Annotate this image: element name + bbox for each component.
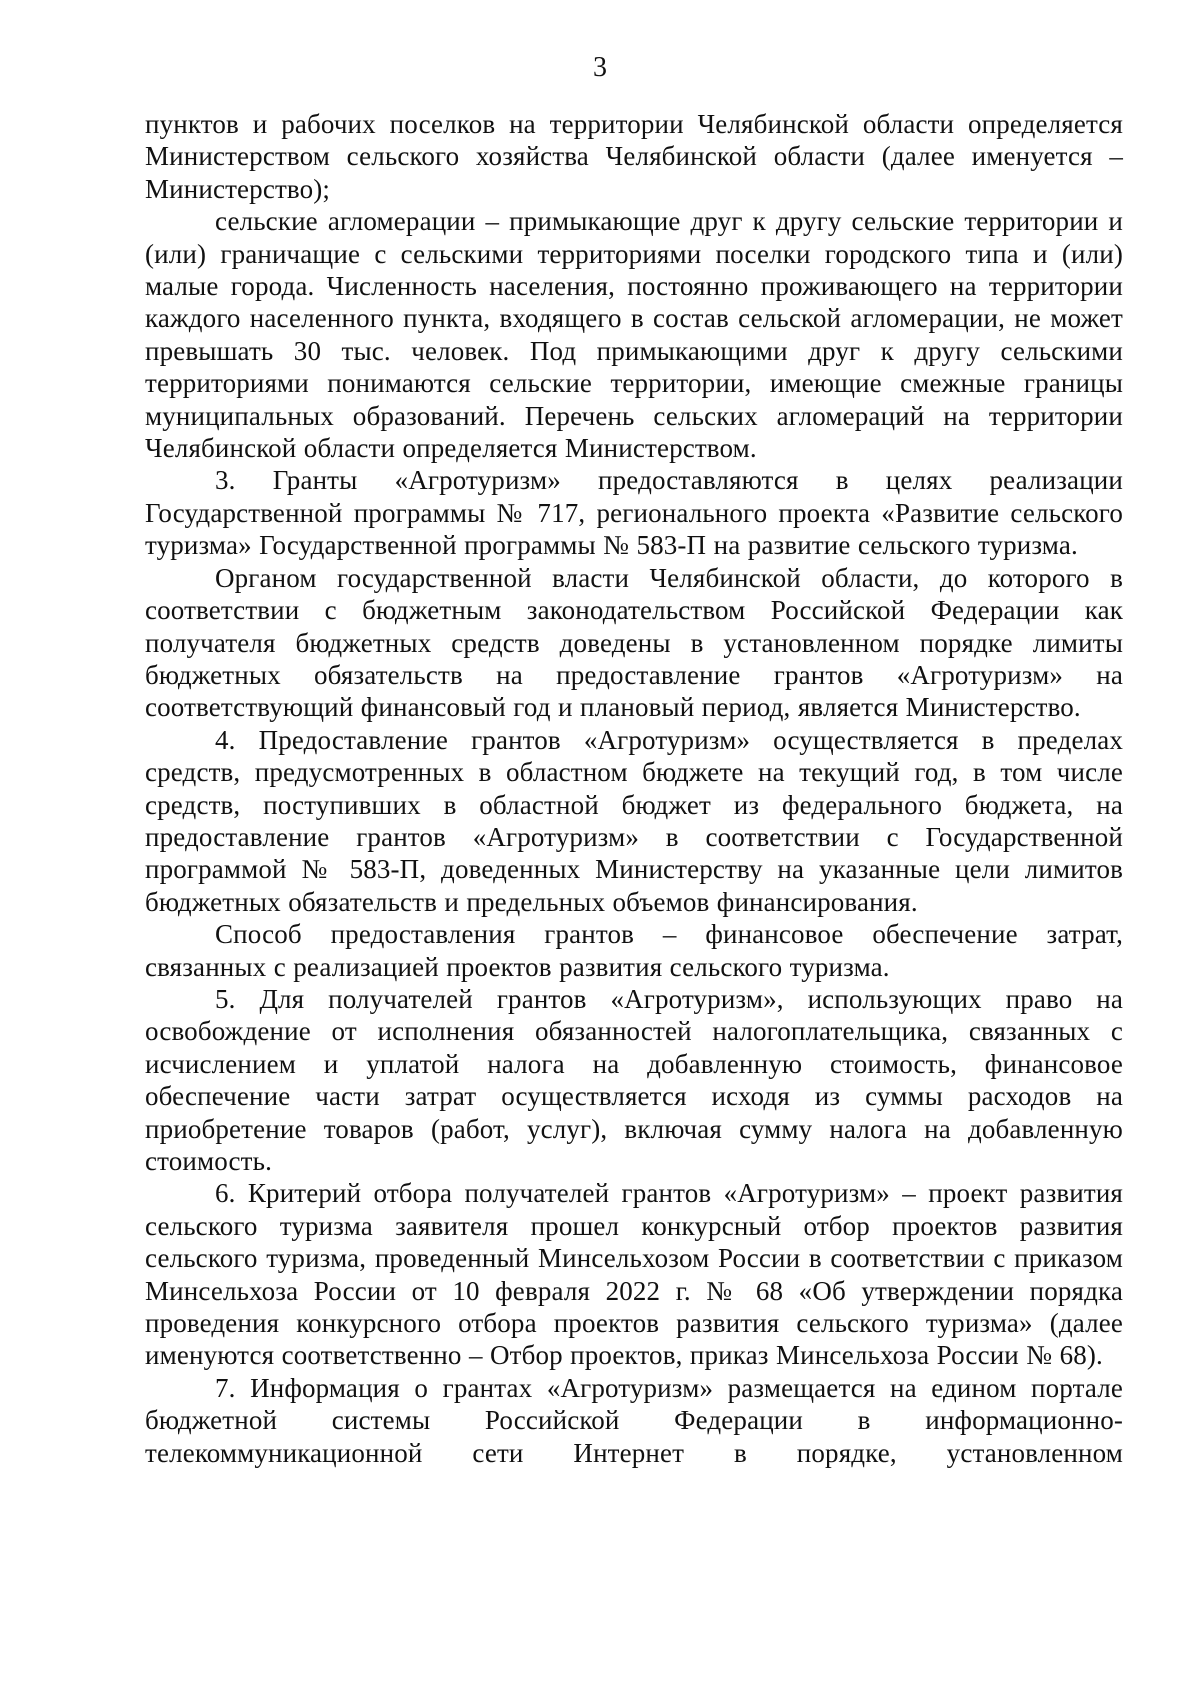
paragraph: пунктов и рабочих поселков на территории Челябинской области определяется Министерством сельского хозяйства Челябинской области (далее именуется – Министерство); bbox=[145, 109, 1123, 204]
paragraph-continued: 7. Информация о грантах «Агротуризм» размещается на едином портале бюджетной системы Российской Федерации в информационно-телекоммуникационной сети Интернет в порядке, установленном bbox=[145, 1372, 1123, 1468]
paragraph: Органом государственной власти Челябинской области, до которого в соответствии с бюджетным законодательством Российской Федерации как получателя бюджетных средств доведены в установленном порядке лимиты бюджетных обязательств на предоставление грантов «Агротуризм» на соответствующий финансовый год и плановый период, является Министерство. bbox=[145, 562, 1123, 723]
page-number: 3 bbox=[593, 52, 607, 83]
paragraph: сельские агломерации – примыкающие друг к другу сельские территории и (или) граничащие с сельскими территориями поселки городского типа и (или) малые города. Численность населения, постоянно проживающего на территории каждого населенного пункта, входящего в состав сельской агломерации, не может превышать 30 тыс. человек. Под примыкающими друг к другу сельскими территориями понимаются сельские территории, имеющие смежные границы муниципальных образований. Перечень сельских агломераций на территории Челябинской области определяется Министерством. bbox=[145, 206, 1123, 464]
paragraph: 3. Гранты «Агротуризм» предоставляются в целях реализации Государственной программы № 717, регионального проекта «Развитие сельского туризма» Государственной программы № 583-П на развитие сельского туризма. bbox=[145, 465, 1123, 561]
document-body bbox=[145, 108, 1123, 1469]
paragraph: 6. Критерий отбора получателей грантов «Агротуризм» – проект развития сельского туризма заявителя прошел конкурсный отбор проектов развития сельского туризма, проведенный Минсельхозом России в соответствии с приказом Минсельхоза России от 10 февраля 2022 г. № 68 «Об утверждении порядка проведения конкурсного отбора проектов развития сельского туризма» (далее именуются соответственно – Отбор проектов, приказ Минсельхоза России № 68). bbox=[145, 1178, 1123, 1371]
paragraph: Способ предоставления грантов – финансовое обеспечение затрат, связанных с реализацией проектов развития сельского туризма. bbox=[145, 919, 1123, 982]
paragraph: 5. Для получателей грантов «Агротуризм», использующих право на освобождение от исполнения обязанностей налогоплательщика, связанных с исчислением и уплатой налога на добавленную стоимость, финансовое обеспечение части затрат осуществляется исходя из суммы расходов на приобретение товаров (работ, услуг), включая сумму налога на добавленную стоимость. bbox=[145, 983, 1123, 1176]
paragraph: 4. Предоставление грантов «Агротуризм» осуществляется в пределах средств, предусмотренных в областном бюджете на текущий год, в том числе средств, поступивших в областной бюджет из федерального бюджета, на предоставление грантов «Агротуризм» в соответствии с Государственной программой № 583-П, доведенных Министерству на указанные цели лимитов бюджетных обязательств и предельных объемов финансирования. bbox=[145, 724, 1123, 917]
